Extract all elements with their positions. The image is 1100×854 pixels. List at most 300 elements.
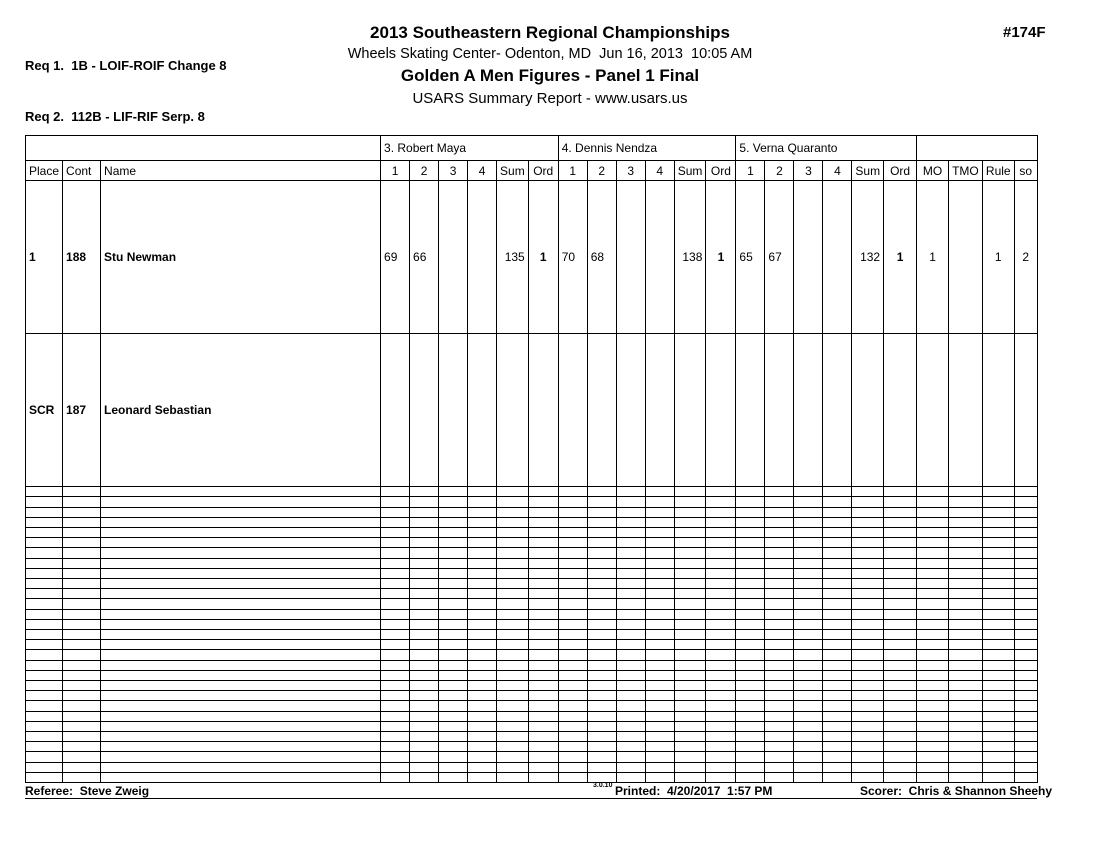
score-cell xyxy=(468,640,497,650)
empty-row xyxy=(26,640,1038,650)
score-cell xyxy=(794,680,823,690)
column-header: 3 xyxy=(439,161,468,181)
name-cell xyxy=(101,762,381,772)
tmo-cell xyxy=(949,660,983,670)
rule-cell xyxy=(982,589,1014,599)
ord-cell xyxy=(884,650,917,660)
score-cell xyxy=(616,497,645,507)
score-cell xyxy=(587,517,616,527)
score-cell xyxy=(823,548,852,558)
score-cell xyxy=(616,629,645,639)
judge-name: 3. Robert Maya xyxy=(381,136,559,161)
mo-cell xyxy=(917,497,949,507)
score-cell xyxy=(587,711,616,721)
name-cell xyxy=(101,589,381,599)
score-cell xyxy=(823,334,852,487)
ord-cell xyxy=(528,721,558,731)
score-cell xyxy=(558,629,587,639)
place-cell xyxy=(26,538,63,548)
rule-cell xyxy=(982,640,1014,650)
empty-row xyxy=(26,548,1038,558)
sum-cell xyxy=(852,721,884,731)
score-cell xyxy=(468,599,497,609)
score-cell xyxy=(587,538,616,548)
score-cell xyxy=(823,731,852,741)
score-cell xyxy=(794,609,823,619)
rule-cell xyxy=(982,670,1014,680)
cont-cell xyxy=(63,599,101,609)
score-cell xyxy=(616,711,645,721)
rule-cell xyxy=(982,762,1014,772)
mo-cell xyxy=(917,721,949,731)
ord-cell xyxy=(706,650,736,660)
sum-cell xyxy=(674,589,706,599)
score-cell xyxy=(558,721,587,731)
tmo-cell xyxy=(949,609,983,619)
score-cell xyxy=(439,650,468,660)
tmo-cell xyxy=(949,619,983,629)
score-cell xyxy=(765,619,794,629)
sum-cell: 135 xyxy=(497,181,529,334)
ord-cell xyxy=(706,599,736,609)
score-cell xyxy=(736,731,765,741)
score-cell xyxy=(765,334,794,487)
score-cell xyxy=(823,527,852,537)
score-cell xyxy=(823,578,852,588)
score-cell xyxy=(823,589,852,599)
report-footer xyxy=(25,782,1053,799)
sum-cell xyxy=(674,619,706,629)
cont-cell xyxy=(63,548,101,558)
tmo-cell xyxy=(949,599,983,609)
ord-cell xyxy=(884,660,917,670)
sum-cell xyxy=(852,731,884,741)
score-cell xyxy=(410,527,439,537)
score-cell xyxy=(823,629,852,639)
mo-cell xyxy=(917,487,949,497)
name-cell xyxy=(101,517,381,527)
score-cell xyxy=(765,487,794,497)
ord-cell xyxy=(884,762,917,772)
score-cell xyxy=(410,711,439,721)
column-header: so xyxy=(1014,161,1037,181)
ord-cell xyxy=(528,629,558,639)
score-cell xyxy=(794,578,823,588)
ord-cell xyxy=(706,487,736,497)
score-cell xyxy=(794,701,823,711)
column-header: MO xyxy=(917,161,949,181)
score-cell xyxy=(616,660,645,670)
rule-cell xyxy=(982,701,1014,711)
sum-cell xyxy=(674,762,706,772)
place-cell xyxy=(26,578,63,588)
score-cell xyxy=(587,721,616,731)
mo-cell xyxy=(917,701,949,711)
score-cell xyxy=(468,680,497,690)
score-cell xyxy=(587,568,616,578)
tmo-cell xyxy=(949,507,983,517)
sum-cell xyxy=(497,538,529,548)
score-cell xyxy=(765,731,794,741)
sum-cell xyxy=(674,629,706,639)
ord-cell xyxy=(706,711,736,721)
score-cell xyxy=(616,640,645,650)
score-cell: 67 xyxy=(765,181,794,334)
score-cell xyxy=(736,619,765,629)
score-cell xyxy=(645,497,674,507)
sum-cell xyxy=(852,589,884,599)
name-cell xyxy=(101,640,381,650)
score-cell xyxy=(823,680,852,690)
sum-cell xyxy=(497,629,529,639)
score-cell xyxy=(736,558,765,568)
score-cell xyxy=(736,660,765,670)
sum-cell xyxy=(497,731,529,741)
so-cell xyxy=(1014,752,1037,762)
rule-cell xyxy=(982,711,1014,721)
ord-cell xyxy=(528,517,558,527)
sum-cell xyxy=(497,711,529,721)
score-cell xyxy=(558,731,587,741)
score-cell xyxy=(616,599,645,609)
score-cell xyxy=(558,487,587,497)
score-cell xyxy=(645,334,674,487)
sum-cell xyxy=(852,568,884,578)
score-cell xyxy=(381,701,410,711)
score-cell xyxy=(794,711,823,721)
score-cell xyxy=(823,599,852,609)
score-cell xyxy=(645,589,674,599)
place-cell xyxy=(26,487,63,497)
score-cell xyxy=(439,721,468,731)
score-cell xyxy=(439,752,468,762)
ord-cell xyxy=(706,670,736,680)
empty-row xyxy=(26,711,1038,721)
empty-row xyxy=(26,650,1038,660)
score-cell xyxy=(410,772,439,782)
score-cell xyxy=(381,599,410,609)
so-cell xyxy=(1014,701,1037,711)
sum-cell xyxy=(674,599,706,609)
score-cell xyxy=(558,578,587,588)
ord-cell xyxy=(884,731,917,741)
name-cell xyxy=(101,568,381,578)
tmo-cell xyxy=(949,680,983,690)
empty-row xyxy=(26,752,1038,762)
score-cell xyxy=(558,538,587,548)
score-cell xyxy=(794,660,823,670)
score-cell xyxy=(381,650,410,660)
rule-cell xyxy=(982,721,1014,731)
score-cell xyxy=(558,507,587,517)
sum-cell xyxy=(852,599,884,609)
so-cell xyxy=(1014,578,1037,588)
score-cell xyxy=(794,599,823,609)
score-cell xyxy=(381,548,410,558)
score-cell xyxy=(381,680,410,690)
score-cell xyxy=(823,640,852,650)
ord-cell xyxy=(528,599,558,609)
score-cell xyxy=(381,517,410,527)
score-cell xyxy=(794,497,823,507)
sum-cell xyxy=(497,517,529,527)
score-cell xyxy=(736,538,765,548)
cont-cell xyxy=(63,568,101,578)
requirement-2: Req 2. 112B - LIF-RIF Serp. 8 xyxy=(25,109,205,124)
rule-cell xyxy=(982,609,1014,619)
cont-cell xyxy=(63,772,101,782)
rule-cell xyxy=(982,742,1014,752)
sum-cell xyxy=(852,680,884,690)
score-cell xyxy=(410,599,439,609)
sum-cell xyxy=(674,497,706,507)
score-cell xyxy=(558,660,587,670)
ord-cell xyxy=(528,670,558,680)
sum-cell xyxy=(674,731,706,741)
empty-row xyxy=(26,701,1038,711)
tmo-cell xyxy=(949,334,983,487)
score-cell xyxy=(823,742,852,752)
so-cell xyxy=(1014,670,1037,680)
score-cell xyxy=(410,752,439,762)
mo-cell xyxy=(917,527,949,537)
score-cell xyxy=(794,691,823,701)
score-cell xyxy=(823,772,852,782)
score-cell xyxy=(587,609,616,619)
rule-cell xyxy=(982,650,1014,660)
score-cell xyxy=(410,497,439,507)
score-cell xyxy=(765,772,794,782)
empty-row xyxy=(26,721,1038,731)
score-cell xyxy=(468,538,497,548)
rule-cell xyxy=(982,568,1014,578)
sum-cell xyxy=(852,691,884,701)
score-cell xyxy=(645,772,674,782)
empty-row xyxy=(26,691,1038,701)
place-cell xyxy=(26,527,63,537)
score-cell xyxy=(645,181,674,334)
name-cell xyxy=(101,558,381,568)
score-cell xyxy=(410,568,439,578)
tmo-cell xyxy=(949,731,983,741)
column-header: Rule xyxy=(982,161,1014,181)
score-cell xyxy=(765,629,794,639)
sum-cell xyxy=(852,711,884,721)
score-cell xyxy=(794,589,823,599)
score-cell: 65 xyxy=(736,181,765,334)
so-cell xyxy=(1014,762,1037,772)
column-header: 3 xyxy=(616,161,645,181)
score-cell xyxy=(439,660,468,670)
ord-cell xyxy=(528,507,558,517)
empty-row xyxy=(26,619,1038,629)
place-cell xyxy=(26,742,63,752)
score-cell xyxy=(439,670,468,680)
score-cell xyxy=(587,334,616,487)
score-cell xyxy=(794,181,823,334)
mo-cell xyxy=(917,752,949,762)
sum-cell xyxy=(852,334,884,487)
score-cell: 68 xyxy=(587,181,616,334)
score-cell xyxy=(765,568,794,578)
ord-cell xyxy=(528,527,558,537)
score-cell xyxy=(645,619,674,629)
ord-cell xyxy=(884,517,917,527)
score-cell xyxy=(794,487,823,497)
score-cell xyxy=(381,609,410,619)
score-cell xyxy=(587,660,616,670)
tmo-cell xyxy=(949,650,983,660)
sum-cell xyxy=(497,578,529,588)
score-cell xyxy=(587,527,616,537)
score-cell xyxy=(439,731,468,741)
sum-cell xyxy=(497,762,529,772)
column-header: 2 xyxy=(410,161,439,181)
score-cell xyxy=(794,568,823,578)
rule-cell xyxy=(982,487,1014,497)
score-cell xyxy=(616,507,645,517)
mo-cell xyxy=(917,650,949,660)
score-cell xyxy=(765,527,794,537)
ord-cell xyxy=(528,589,558,599)
ord-cell xyxy=(706,497,736,507)
tmo-cell xyxy=(949,742,983,752)
so-cell xyxy=(1014,589,1037,599)
score-cell xyxy=(794,762,823,772)
empty-row xyxy=(26,558,1038,568)
mo-cell xyxy=(917,578,949,588)
ord-cell: 1 xyxy=(706,181,736,334)
score-cell xyxy=(410,578,439,588)
score-cell xyxy=(765,538,794,548)
sum-cell xyxy=(497,701,529,711)
column-header: Cont xyxy=(63,161,101,181)
sum-cell xyxy=(852,538,884,548)
rule-cell xyxy=(982,619,1014,629)
ord-cell xyxy=(528,497,558,507)
mo-cell xyxy=(917,517,949,527)
score-cell xyxy=(587,599,616,609)
score-cell xyxy=(587,487,616,497)
score-cell xyxy=(587,629,616,639)
ord-cell: 1 xyxy=(884,181,917,334)
sum-cell xyxy=(497,691,529,701)
score-cell xyxy=(468,558,497,568)
place-cell xyxy=(26,711,63,721)
name-cell: Leonard Sebastian xyxy=(101,334,381,487)
score-cell xyxy=(439,742,468,752)
mo-cell xyxy=(917,589,949,599)
score-cell xyxy=(468,487,497,497)
ord-cell xyxy=(884,711,917,721)
ord-cell xyxy=(706,742,736,752)
empty-row xyxy=(26,629,1038,639)
score-cell xyxy=(823,711,852,721)
score-cell xyxy=(794,629,823,639)
so-cell xyxy=(1014,334,1037,487)
name-cell: Stu Newman xyxy=(101,181,381,334)
score-cell xyxy=(616,619,645,629)
sum-cell xyxy=(674,640,706,650)
score-cell xyxy=(736,752,765,762)
rule-cell xyxy=(982,527,1014,537)
place-cell xyxy=(26,497,63,507)
ord-cell xyxy=(706,731,736,741)
score-cell xyxy=(439,538,468,548)
empty-row xyxy=(26,578,1038,588)
tmo-cell xyxy=(949,548,983,558)
score-cell xyxy=(410,742,439,752)
name-cell xyxy=(101,619,381,629)
place-cell xyxy=(26,558,63,568)
rule-cell xyxy=(982,680,1014,690)
score-cell xyxy=(645,731,674,741)
mo-cell xyxy=(917,619,949,629)
score-cell xyxy=(823,701,852,711)
score-cell xyxy=(736,772,765,782)
ord-cell xyxy=(528,640,558,650)
score-cell xyxy=(381,711,410,721)
ord-cell xyxy=(528,578,558,588)
mo-cell xyxy=(917,548,949,558)
score-cell xyxy=(765,609,794,619)
sum-cell xyxy=(852,527,884,537)
cont-cell xyxy=(63,670,101,680)
ord-cell xyxy=(706,548,736,558)
mo-cell xyxy=(917,558,949,568)
ord-cell xyxy=(706,721,736,731)
mo-cell xyxy=(917,538,949,548)
score-cell xyxy=(645,752,674,762)
score-cell xyxy=(794,558,823,568)
score-cell xyxy=(645,680,674,690)
result-row xyxy=(26,334,1038,487)
sum-cell xyxy=(674,721,706,731)
score-cell xyxy=(645,701,674,711)
score-cell xyxy=(765,548,794,558)
ord-cell: 1 xyxy=(528,181,558,334)
cont-cell xyxy=(63,558,101,568)
place-cell xyxy=(26,762,63,772)
sum-cell xyxy=(852,578,884,588)
sum-cell xyxy=(497,680,529,690)
column-header: 4 xyxy=(468,161,497,181)
score-cell xyxy=(823,558,852,568)
score-cell xyxy=(736,507,765,517)
column-header: 4 xyxy=(823,161,852,181)
sum-cell xyxy=(497,497,529,507)
sum-cell xyxy=(497,507,529,517)
mo-cell xyxy=(917,670,949,680)
sum-cell xyxy=(674,670,706,680)
ord-cell xyxy=(706,701,736,711)
score-cell xyxy=(616,181,645,334)
score-cell xyxy=(794,721,823,731)
judge-name: 5. Verna Quaranto xyxy=(736,136,917,161)
score-cell xyxy=(794,507,823,517)
column-header: TMO xyxy=(949,161,983,181)
cont-cell xyxy=(63,650,101,660)
score-cell xyxy=(381,752,410,762)
place-cell xyxy=(26,772,63,782)
empty-row xyxy=(26,742,1038,752)
cont-cell xyxy=(63,752,101,762)
ord-cell xyxy=(884,538,917,548)
score-cell xyxy=(468,507,497,517)
empty-row xyxy=(26,660,1038,670)
name-cell xyxy=(101,721,381,731)
score-cell xyxy=(410,721,439,731)
